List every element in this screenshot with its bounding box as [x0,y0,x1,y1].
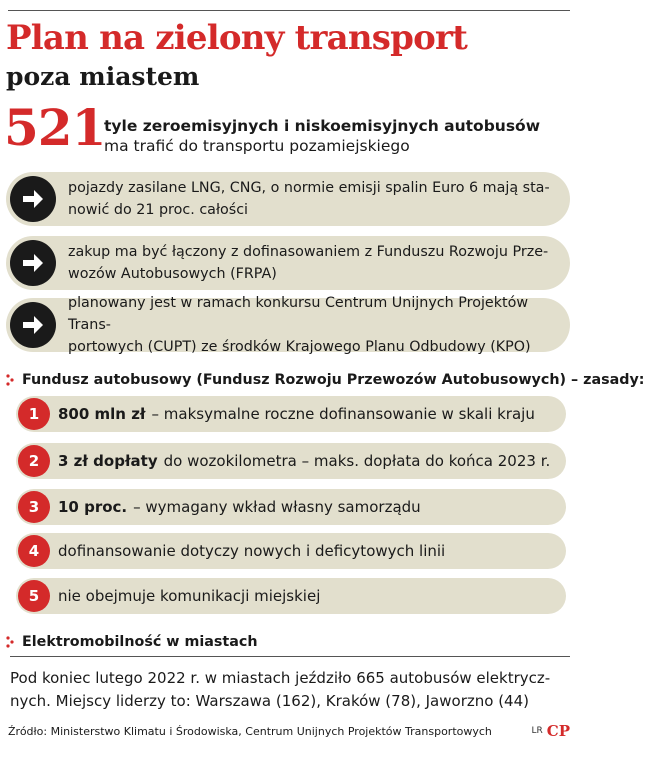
info-pill [6,172,570,226]
rule-item [16,396,566,432]
source-note: Źródło: Ministerstwo Klimatu i Środowiska, Centrum Unijnych Projektów Transportowych [8,725,492,738]
rule-text: – maksymalne roczne dofinansowanie w skali kraju [151,405,535,423]
info-pill [6,236,570,290]
rule-bold: 800 mln zł [58,405,146,423]
info-pill [6,295,570,355]
dots-bullet-icon [6,636,16,648]
rule-number-badge: 1 [18,398,50,430]
section-divider [10,656,570,657]
electro-heading: Elektromobilność w miastach [6,634,258,650]
author-initials: LR [531,726,543,736]
rule-number-badge: 5 [18,580,50,612]
rule-item [16,533,566,569]
page-subtitle: poza miastem [6,62,200,91]
page-title: Plan na zielony transport [6,18,467,58]
arrow-right-icon [10,302,56,348]
rule-bold: 10 proc. [58,498,128,516]
info-pill-text: pojazdy zasilane LNG, CNG, o normie emisji spalin Euro 6 mają sta- nowić do 21 proc. całości [68,180,550,218]
rule-item [16,489,566,525]
rule-item [16,443,566,479]
arrow-right-icon [10,176,56,222]
rule-number-badge: 4 [18,535,50,567]
top-divider [8,10,570,11]
arrow-right-icon [10,240,56,286]
highlight-text: ma trafić do transportu pozamiejskiego [104,137,410,155]
cp-logo-icon: CP [546,722,570,740]
rule-number-badge: 2 [18,445,50,477]
info-pill-text: planowany jest w ramach konkursu Centrum Unijnych Projektów Trans- portowych (CUPT) ze środków Krajowego Planu Odbudowy (KPO) [68,295,531,355]
rule-text: nie obejmuje komunikacji miejskiej [58,587,321,605]
rule-text: – wymagany wkład własny samorządu [133,498,421,516]
electro-paragraph: Pod koniec lutego 2022 r. w miastach jeździło 665 autobusów elektrycz- nych. Miejscy liderzy to: Warszawa (162), Kraków (78), Jaworzno (44) [10,669,551,710]
publisher-logo [532,722,571,740]
fund-heading: Fundusz autobusowy (Fundusz Rozwoju Przewozów Autobusowych) – zasady: [6,372,645,388]
rule-text: do wozokilometra – maks. dopłata do końca 2023 r. [163,452,551,470]
rule-text: dofinansowanie dotyczy nowych i deficytowych linii [58,542,446,560]
rule-item [16,578,566,614]
rule-bold: 3 zł dopłaty [58,452,158,470]
highlight-number: 521 [4,98,106,157]
info-pill-text: zakup ma być łączony z dofinasowaniem z Funduszu Rozwoju Prze- wozów Autobusowych (FRPA) [68,244,549,282]
rule-number-badge: 3 [18,491,50,523]
dots-bullet-icon [6,374,16,386]
highlight-text-bold: tyle zeroemisyjnych i niskoemisyjnych autobusów [104,117,541,135]
